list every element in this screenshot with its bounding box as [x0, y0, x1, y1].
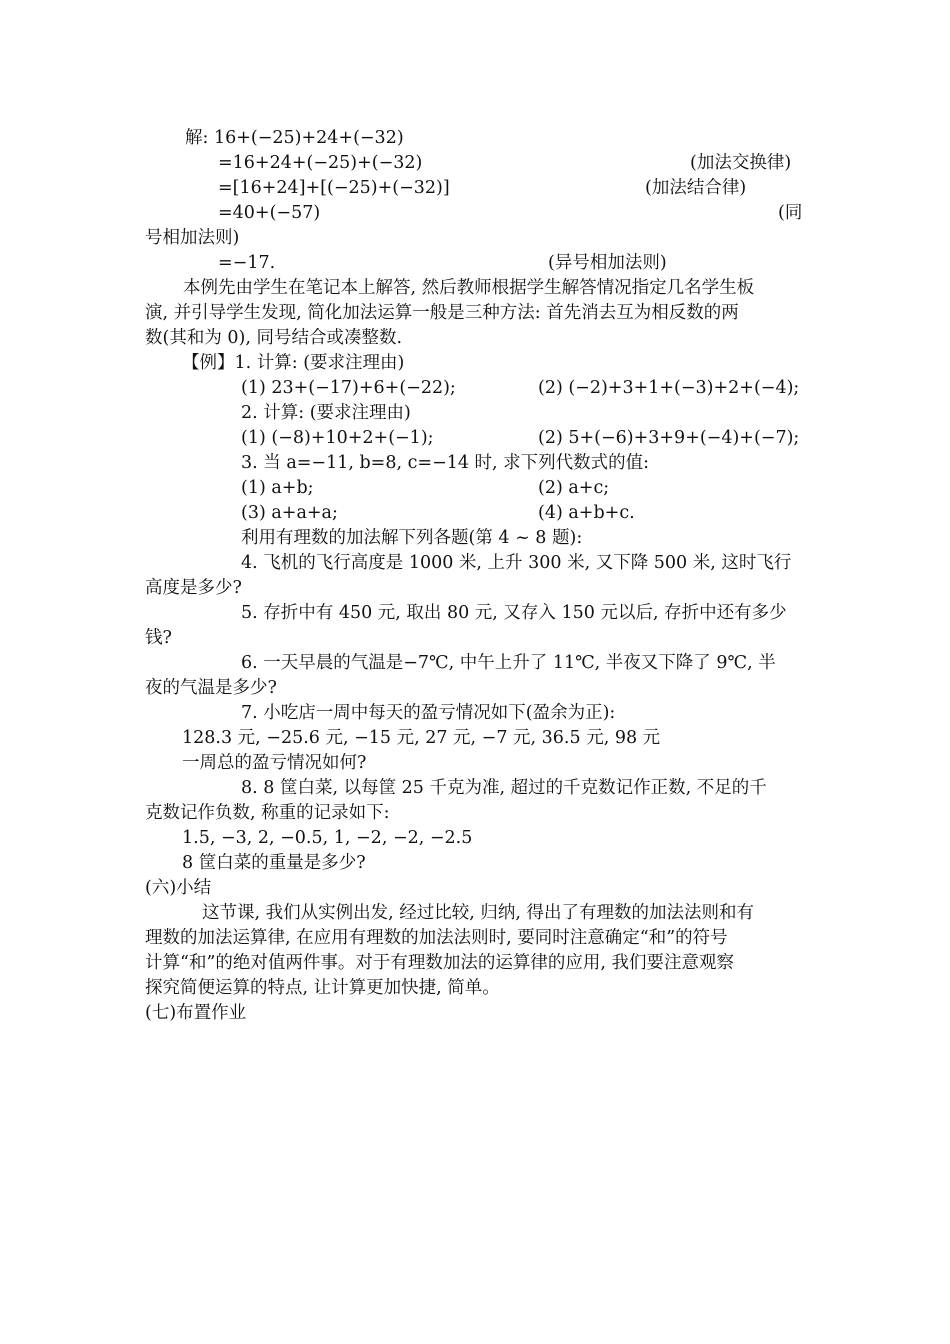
- example-6-line-1: 6. 一天早晨的气温是−7℃, 中午上升了 11℃, 半夜又下降了 9℃, 半: [241, 653, 776, 673]
- solution-reason-4: (同: [778, 203, 803, 223]
- example-7-line-1: 7. 小吃店一周中每天的盈亏情况如下(盈余为正):: [241, 703, 616, 723]
- example-5-line-2: 钱?: [145, 628, 172, 648]
- example-3-part-4: (4) a+b+c.: [538, 503, 635, 523]
- solution-reason-3: (加法结合律): [645, 178, 747, 198]
- solution-reason-5: (异号相加法则): [548, 253, 667, 273]
- solution-reason-4-cont: 号相加法则): [145, 228, 240, 248]
- solution-line-5: =−17.: [218, 253, 276, 273]
- commentary-line-3: 数(其和为 0), 同号结合或凑整数.: [145, 328, 403, 348]
- example-3-part-1: (1) a+b;: [241, 478, 314, 498]
- example-4-line-2: 高度是多少?: [145, 578, 242, 598]
- summary-line-2: 理数的加法运算律, 在应用有理数的加法法则时, 要同时注意确定“和”的符号: [145, 928, 728, 948]
- homework-heading: (七)布置作业: [145, 1003, 247, 1023]
- example-8-line-3: 1.5, −3, 2, −0.5, 1, −2, −2, −2.5: [182, 828, 473, 848]
- example-3-title: 3. 当 a=−11, b=8, c=−14 时, 求下列代数式的值:: [241, 453, 650, 473]
- example-3-part-3: (3) a+a+a;: [241, 503, 338, 523]
- solution-line-1: 解: 16+(−25)+24+(−32): [185, 128, 404, 148]
- solution-reason-2: (加法交换律): [690, 153, 792, 173]
- commentary-line-2: 演, 并引导学生发现, 简化加法运算一般是三种方法: 首先消去互为相反数的两: [145, 303, 739, 323]
- example-7-line-3: 一周总的盈亏情况如何?: [182, 753, 367, 773]
- example-7-line-2: 128.3 元, −25.6 元, −15 元, 27 元, −7 元, 36.5 元, 98 元: [182, 728, 661, 748]
- summary-heading: (六)小结: [145, 878, 212, 898]
- example-8-line-4: 8 筐白菜的重量是多少?: [182, 853, 366, 873]
- example-1-part-2: (2) (−2)+3+1+(−3)+2+(−4);: [538, 378, 800, 398]
- solution-line-2: =16+24+(−25)+(−32): [218, 153, 423, 173]
- example-2-part-1: (1) (−8)+10+2+(−1);: [241, 428, 434, 448]
- commentary-line-1: 本例先由学生在笔记本上解答, 然后教师根据学生解答情况指定几名学生板: [183, 278, 755, 298]
- example-8-line-1: 8. 8 筐白菜, 以每筐 25 千克为准, 超过的千克数记作正数, 不足的千: [241, 778, 767, 798]
- example-2-title: 2. 计算: (要求注理由): [241, 403, 411, 423]
- example-8-line-2: 克数记作负数, 称重的记录如下:: [145, 803, 390, 823]
- example-5-line-1: 5. 存折中有 450 元, 取出 80 元, 又存入 150 元以后, 存折中还有多少: [241, 603, 787, 623]
- example-4-line-1: 4. 飞机的飞行高度是 1000 米, 上升 300 米, 又下降 500 米, 这时飞行: [241, 553, 792, 573]
- example-3-part-2: (2) a+c;: [538, 478, 610, 498]
- example-6-line-2: 夜的气温是多少?: [145, 678, 277, 698]
- examples-intro: 利用有理数的加法解下列各题(第 4 ~ 8 题):: [241, 528, 583, 548]
- example-1-title: 【例】1. 计算: (要求注理由): [182, 353, 405, 373]
- summary-line-3: 计算“和”的绝对值两件事。对于有理数加法的运算律的应用, 我们要注意观察: [145, 953, 735, 973]
- summary-line-1: 这节课, 我们从实例出发, 经过比较, 归纳, 得出了有理数的加法法则和有: [202, 903, 754, 923]
- summary-line-4: 探究简便运算的特点, 让计算更加快捷, 简单。: [145, 978, 500, 998]
- example-1-part-1: (1) 23+(−17)+6+(−22);: [241, 378, 456, 398]
- solution-line-3: =[16+24]+[(−25)+(−32)]: [218, 178, 450, 198]
- solution-line-4: =40+(−57): [218, 203, 321, 223]
- example-2-part-2: (2) 5+(−6)+3+9+(−4)+(−7);: [538, 428, 800, 448]
